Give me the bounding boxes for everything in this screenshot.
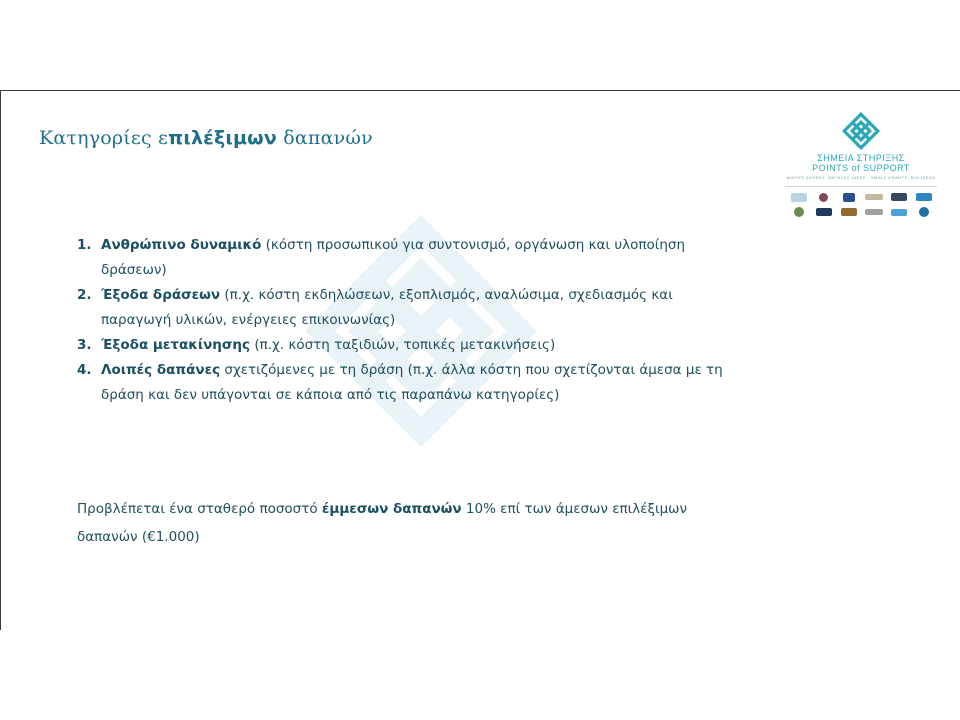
partner-logo-icon (888, 206, 909, 218)
title-part-2: πιλέξιμων (168, 127, 278, 149)
item-number: 1. (77, 237, 92, 253)
partner-logo-icon (863, 206, 884, 218)
partner-logo-icon (913, 191, 934, 203)
partner-logo-icon (888, 191, 909, 203)
logo-line-1: ΣΗΜΕΙΑ ΣΤΗΡΙΞΗΣ (817, 153, 905, 163)
item-text: (π.χ. κόστη εκδηλώσεων, εξοπλισμός, αναλώσιμα, σχεδιασμός και παραγωγή υλικών, ενέργειες επικοινωνίας) (101, 287, 673, 328)
logo-tagline: ΜΙΚΡΕΣ ΔΩΡΕΕΣ, ΜΕΓΑΛΕΣ ΙΔΕΕΣ · SMALL GRANTS, BIG IDEAS (786, 175, 936, 180)
eligible-costs-list (77, 233, 727, 408)
partner-logo-icon (838, 206, 859, 218)
note-bold: έμμεσων δαπανών (321, 501, 462, 517)
knot-logo-icon (841, 111, 881, 151)
indirect-costs-note (77, 495, 697, 551)
list-item (77, 358, 727, 408)
partner-logo-icon (813, 206, 834, 218)
item-number: 4. (77, 362, 92, 378)
item-heading: Έξοδα μετακίνησης (101, 337, 251, 353)
list-item (77, 283, 727, 333)
list-item (77, 233, 727, 283)
partner-logo-icon (813, 191, 834, 203)
partner-logo-icon (788, 191, 809, 203)
item-heading: Λοιπές δαπάνες (101, 362, 221, 378)
title-part-1: Κατηγορίες ε (39, 127, 169, 149)
partner-logo-icon (863, 191, 884, 203)
item-text: (κόστη προσωπικού για συντονισμό, οργάνωση και υλοποίηση δράσεων) (101, 237, 686, 278)
partner-logo-icon (913, 206, 934, 218)
note-part-1: Προβλέπεται ένα σταθερό ποσοστό (77, 501, 322, 517)
partner-logo-icon (788, 206, 809, 218)
note-part-2: 10% επί των άμεσων επιλέξιμων δαπανών (€1.000) (77, 501, 688, 545)
logo-line-2: POINTS of SUPPORT (812, 163, 910, 173)
item-text: (π.χ. κόστη ταξιδιών, τοπικές μετακινήσεις) (250, 337, 556, 353)
logo-block (785, 111, 937, 218)
item-heading: Έξοδα δράσεων (101, 287, 221, 303)
item-number: 2. (77, 287, 92, 303)
partner-logo-icon (838, 191, 859, 203)
page-title (39, 127, 373, 149)
item-number: 3. (77, 337, 92, 353)
slide (0, 90, 960, 630)
partner-logos (785, 186, 937, 218)
list-item (77, 333, 727, 358)
item-text: σχετιζόμενες με τη δράση (π.χ. άλλα κόστη που σχετίζονται άμεσα με τη δράση και δεν υπάγονται σε κάποια από τις παραπάνω κατηγορίες) (101, 362, 723, 403)
item-heading: Ανθρώπινο δυναμικό (101, 237, 262, 253)
title-part-3: δαπανών (277, 127, 373, 149)
